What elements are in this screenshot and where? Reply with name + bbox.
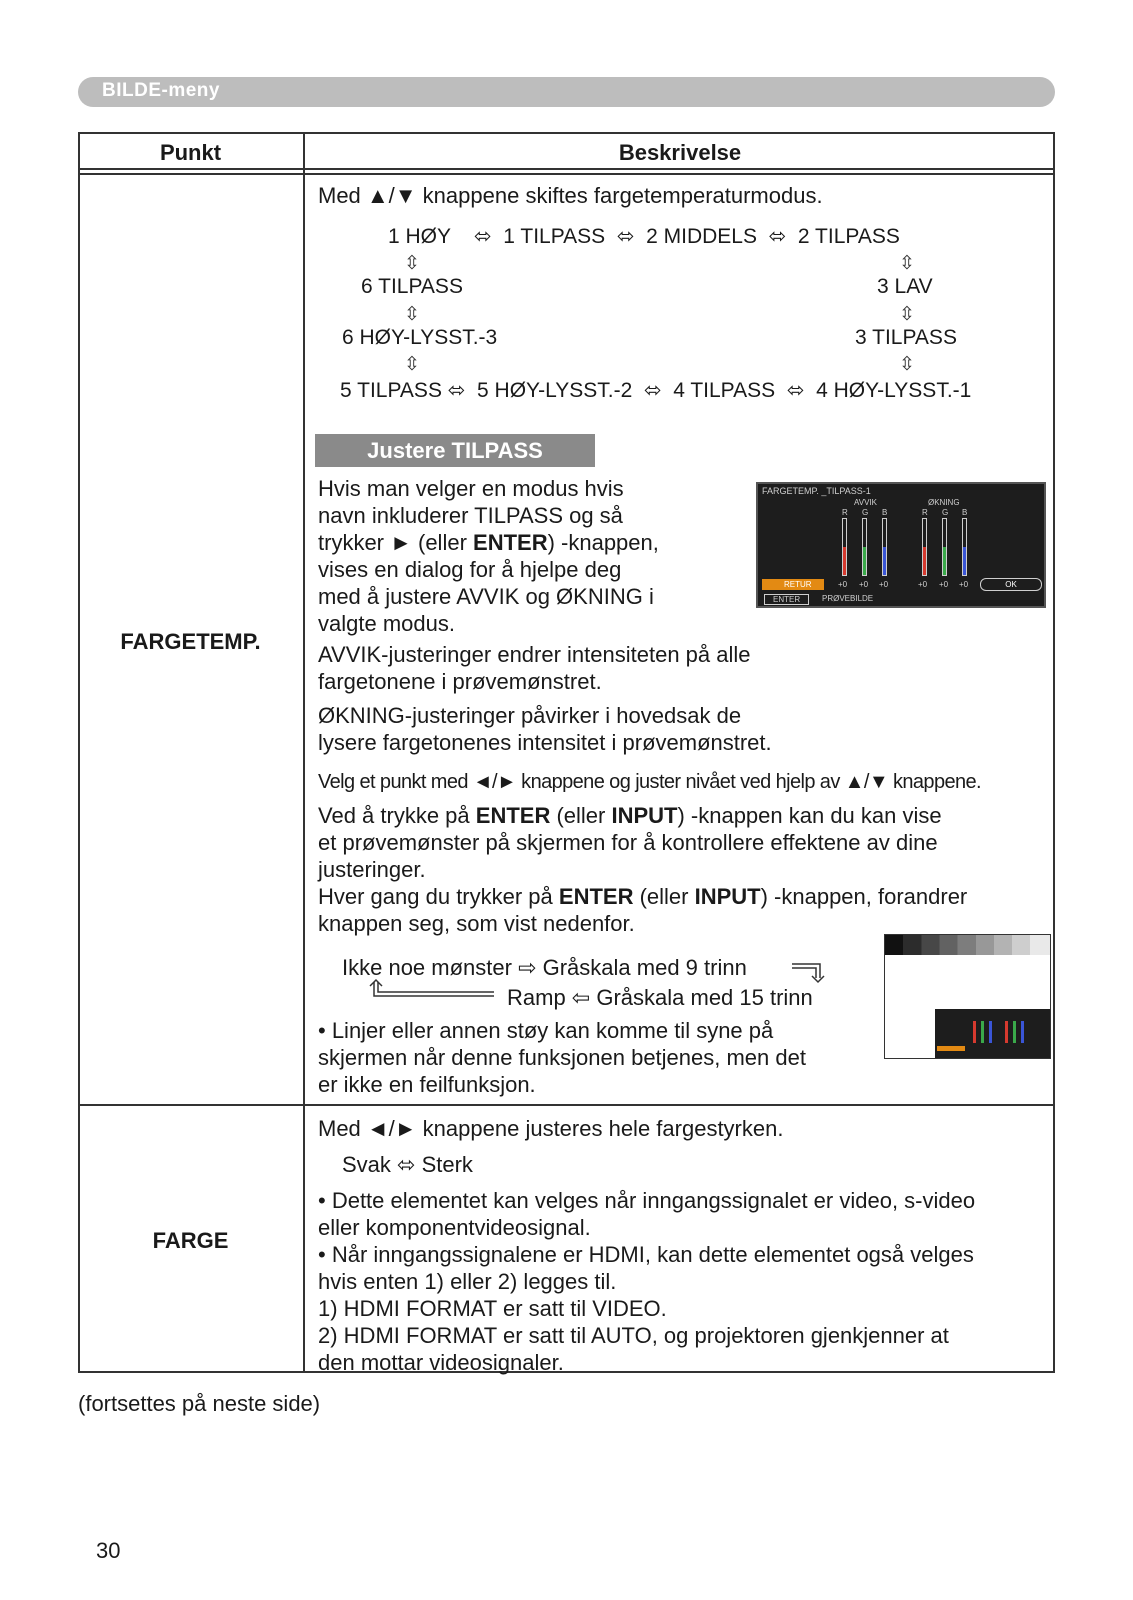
cycle-arrow-right-3: ⇳ (899, 354, 915, 375)
header-divider-2 (78, 173, 1055, 175)
osd-channel-b: B (882, 508, 888, 517)
osd-value: +0 (859, 580, 869, 589)
okning-line: ØKNING-justeringer påvirker i hovedsak de (318, 703, 742, 728)
noise-note (318, 1017, 806, 1098)
enter-line (318, 883, 967, 910)
osd-ok-button: OK (980, 578, 1042, 591)
pattern-cycle-line-1: Ikke noe mønster ⇨ Gråskala med 9 trinn (342, 955, 747, 980)
osd-value: +0 (918, 580, 928, 589)
mini-bar (1013, 1021, 1016, 1043)
dialog-line: Hvis man velger en modus hvis (318, 476, 624, 501)
dialog-para (318, 475, 659, 637)
mini-bar (989, 1021, 992, 1043)
enter-line (318, 802, 967, 829)
cycle-arrow-right-1: ⇳ (899, 253, 915, 274)
input-key-label: INPUT (694, 884, 761, 909)
enter-text: Hver gang du trykker på (318, 884, 559, 909)
justere-tilpass-heading: Justere TILPASS (315, 434, 595, 467)
loop-back-arrow-icon (368, 978, 498, 1000)
grayscale-strip (885, 935, 1050, 955)
osd-value: +0 (838, 580, 848, 589)
enter-key-label: ENTER (558, 884, 634, 909)
farge-line: • Dette elementet kan velges når inngangssignalet er video, s-video (318, 1188, 976, 1213)
dialog-text: ) -knappen, (547, 530, 659, 555)
mini-bar (1021, 1021, 1024, 1043)
enter-para (318, 802, 967, 937)
okning-line: lysere fargetonenes intensitet i prøvemønstret. (318, 730, 772, 755)
cycle-left-2: 6 HØY-LYSST.-3 (342, 326, 498, 349)
pattern-cycle-line-2: Ramp ⇦ Gråskala med 15 trinn (507, 985, 813, 1010)
cycle-left-1: 6 TILPASS (361, 275, 463, 298)
enter-text: ) -knappen kan du kan vise (677, 803, 942, 828)
enter-line: et prøvemønster på skjermen for å kontrollere effektene av dine (318, 830, 938, 855)
col-header-punkt: Punkt (159, 140, 222, 165)
cycle-top-row: 1 HØY ⬄ 1 TILPASS ⬄ 2 MIDDELS ⬄ 2 TILPASS (388, 225, 900, 248)
farge-details (318, 1187, 975, 1376)
noise-line: skjermen når denne funksjonen betjenes, men det (318, 1045, 806, 1070)
avvik-line: fargetonene i prøvemønstret. (318, 669, 602, 694)
row-divider (78, 1104, 1055, 1106)
dialog-line (318, 529, 659, 556)
cycle-arrow-right-2: ⇳ (899, 304, 915, 325)
farge-line: 2) HDMI FORMAT er satt til AUTO, og projektoren gjenkjenner at (318, 1323, 949, 1348)
osd-slider-avvik-g (862, 518, 867, 576)
okning-para (318, 702, 772, 756)
osd-channel-b: B (962, 508, 968, 517)
row-label-farge: FARGE (152, 1228, 229, 1253)
return-arrow-icon (790, 958, 830, 984)
farge-line: den mottar videosignaler. (318, 1350, 564, 1375)
col-header-beskrivelse: Beskrivelse (618, 140, 742, 165)
enter-text: (eller (550, 803, 612, 828)
osd-retur-button: RETUR (762, 579, 824, 590)
enter-line: knappen seg, som vist nedenfor. (318, 911, 635, 936)
test-pattern-sample-image (884, 934, 1051, 1059)
page-number: 30 (96, 1538, 121, 1563)
dialog-line: valgte modus. (318, 611, 455, 636)
fargetemp-intro: Med ▲/▼ knappene skiftes fargetemperaturmodus. (318, 183, 823, 208)
farge-line: eller komponentvideosignal. (318, 1215, 591, 1240)
farge-intro: Med ◄/► knappene justeres hele fargestyrken. (318, 1116, 784, 1141)
osd-avvik-label: AVVIK (854, 498, 877, 507)
cycle-bottom-row: 5 TILPASS ⬄ 5 HØY-LYSST.-2 ⬄ 4 TILPASS ⬄ 4 HØY-LYSST.-1 (340, 379, 972, 402)
noise-line: er ikke en feilfunksjon. (318, 1072, 536, 1097)
osd-slider-okning-b (962, 518, 967, 576)
mini-bar (981, 1021, 984, 1043)
cycle-arrow-left-1: ⇳ (404, 253, 420, 274)
osd-channel-r: R (842, 508, 848, 517)
avvik-para (318, 641, 751, 695)
cycle-arrow-left-2: ⇳ (404, 304, 420, 325)
dialog-line: navn inkluderer TILPASS og så (318, 503, 623, 528)
osd-channel-r: R (922, 508, 928, 517)
enter-key-label: ENTER (473, 530, 548, 555)
dialog-line: med å justere AVVIK og ØKNING i (318, 584, 654, 609)
osd-value: +0 (959, 580, 969, 589)
osd-provebilde-label: PRØVEBILDE (822, 594, 874, 603)
enter-text: (eller (633, 884, 695, 909)
enter-key-label: ENTER (475, 803, 551, 828)
select-note: Velg et punkt med ◄/► knappene og juster nivået ved hjelp av ▲/▼ knappene. (318, 771, 981, 793)
mini-bar (1005, 1021, 1008, 1043)
continued-note: (fortsettes på neste side) (78, 1391, 321, 1416)
mini-bar (973, 1021, 976, 1043)
section-label: BILDE-meny (102, 80, 220, 101)
farge-line: 1) HDMI FORMAT er satt til VIDEO. (318, 1296, 667, 1321)
osd-slider-okning-g (942, 518, 947, 576)
osd-title: FARGETEMP. _TILPASS-1 (762, 486, 871, 496)
enter-text: ) -knappen, forandrer (760, 884, 968, 909)
osd-channel-g: G (942, 508, 949, 517)
osd-value: +0 (879, 580, 889, 589)
mini-retur (937, 1046, 965, 1051)
avvik-line: AVVIK-justeringer endrer intensiteten på alle (318, 642, 751, 667)
tilpass-dialog-screenshot (756, 482, 1046, 608)
farge-line: hvis enten 1) eller 2) legges til. (318, 1269, 617, 1294)
osd-slider-okning-r (922, 518, 927, 576)
table-column-divider (303, 132, 305, 1373)
input-key-label: INPUT (611, 803, 678, 828)
farge-line: • Når inngangssignalene er HDMI, kan dette elementet også velges (318, 1242, 974, 1267)
mini-osd-thumbnail (935, 1009, 1050, 1058)
osd-okning-label: ØKNING (928, 498, 960, 507)
dialog-line: vises en dialog for å hjelpe deg (318, 557, 622, 582)
osd-channel-g: G (862, 508, 869, 517)
osd-value: +0 (939, 580, 949, 589)
section-header-bar (78, 77, 1055, 107)
enter-line: justeringer. (318, 857, 426, 882)
row-label-fargetemp: FARGETEMP. (120, 629, 261, 654)
dialog-text: trykker ► (eller (318, 530, 474, 555)
noise-line: • Linjer eller annen støy kan komme til syne på (318, 1018, 774, 1043)
osd-slider-avvik-b (882, 518, 887, 576)
cycle-right-1: 3 LAV (877, 275, 933, 298)
osd-slider-avvik-r (842, 518, 847, 576)
header-divider-1 (78, 168, 1055, 170)
farge-range: Svak ⬄ Sterk (342, 1152, 473, 1177)
enter-text: Ved å trykke på (318, 803, 476, 828)
cycle-right-2: 3 TILPASS (855, 326, 957, 349)
cycle-arrow-left-3: ⇳ (404, 354, 420, 375)
osd-enter-key: ENTER (764, 594, 809, 605)
